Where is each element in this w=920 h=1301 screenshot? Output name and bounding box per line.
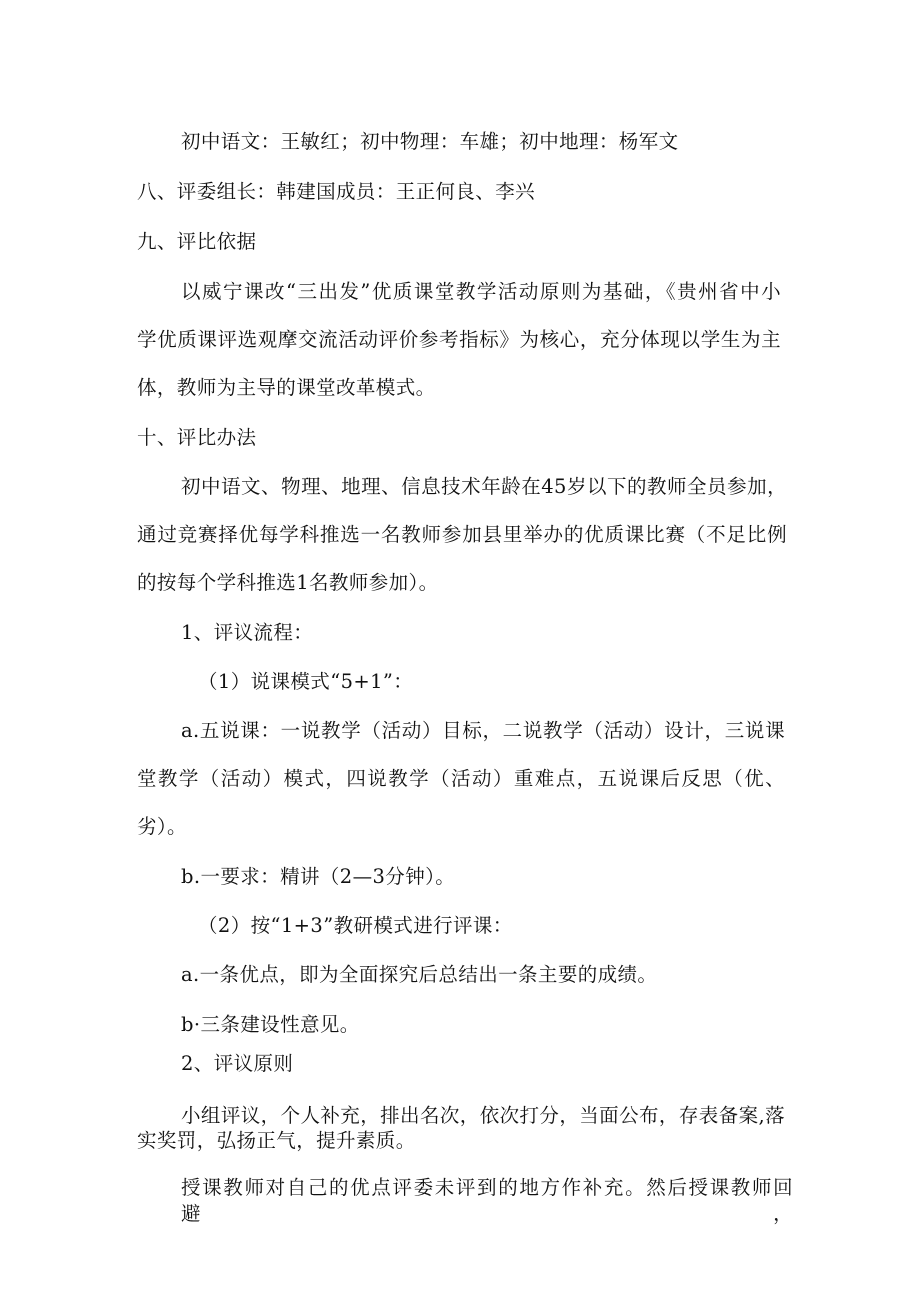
section-heading-10: 十、评比办法 xyxy=(137,426,257,449)
paragraph-line: 体，教师为主导的课堂改革模式。 xyxy=(137,376,436,399)
subheading-review-process: 1、评议流程： xyxy=(181,621,314,644)
section-heading-8: 八、评委组长：韩建国成员：王正何良、李兴 xyxy=(137,180,536,203)
paragraph-line: 初中语文、物理、地理、信息技术年龄在45岁以下的教师全员参加， xyxy=(181,475,787,498)
section-heading-9: 九、评比依据 xyxy=(137,230,257,253)
paragraph-line: a.五说课：一说教学（活动）目标，二说教学（活动）设计，三说课 xyxy=(181,719,785,742)
paragraph-line: 的按每个学科推选1名教师参加）。 xyxy=(137,571,439,594)
subheading-evaluation-mode: （2）按“1+3”教研模式进行评课： xyxy=(198,914,513,937)
paragraph-line: a.一条优点，即为全面探究后总结出一条主要的成绩。 xyxy=(181,963,658,986)
paragraph-line: 学优质课评选观摩交流活动评价参考指标》为核心，充分体现以学生为主 xyxy=(137,328,781,351)
subheading-review-principles: 2、评议原则 xyxy=(181,1052,294,1075)
paragraph-line: 实奖罚，弘扬正气，提升素质。 xyxy=(137,1129,416,1152)
paragraph-line: 通过竞赛择优每学科推选一名教师参加县里举办的优质课比赛（不足比例 xyxy=(137,523,787,546)
paragraph-line: 以威宁课改“三出发”优质课堂教学活动原则为基础，《贵州省中小 xyxy=(181,280,781,303)
paragraph-line: b·三条建设性意见。 xyxy=(181,1013,360,1036)
paragraph-line: b.一要求：精讲（2—3分钟）。 xyxy=(181,865,456,888)
subheading-lesson-mode: （1）说课模式“5+1”： xyxy=(198,670,414,693)
text-line: 初中语文：王敏红；初中物理：车雄；初中地理：杨军文 xyxy=(181,130,679,153)
paragraph-line: 劣）。 xyxy=(137,815,187,838)
paragraph-line: 堂教学（活动）模式，四说教学（活动）重难点，五说课后反思（优、 xyxy=(137,767,785,790)
paragraph-line: 小组评议，个人补充，排出名次，依次打分，当面公布，存表备案,落 xyxy=(181,1104,785,1127)
paragraph-line: 授课教师对自己的优点评委未评到的地方作补充。然后授课教师回避， xyxy=(181,1176,793,1225)
